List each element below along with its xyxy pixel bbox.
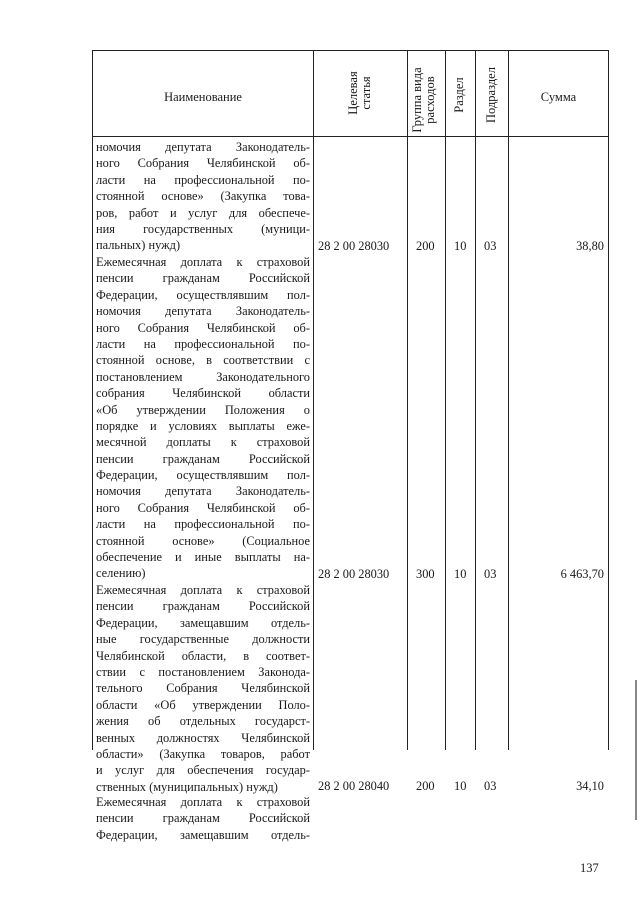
row-2-line: ного Собрания Челябинской об- bbox=[96, 500, 310, 515]
row-1-name bbox=[96, 139, 310, 254]
col-divider-name bbox=[313, 50, 314, 750]
row-2-line: ного Собрания Челябинской об- bbox=[96, 320, 310, 335]
table-header-bottom-border bbox=[92, 136, 609, 137]
row-2-line: «Об утверждении Положения о bbox=[96, 402, 310, 417]
header-sum: Сумма bbox=[540, 90, 577, 104]
row-3-line: ственных (муниципальных) нужд) bbox=[96, 779, 278, 794]
row-3-line: ные государственные должности bbox=[96, 632, 310, 647]
row-1-sum: 38,80 bbox=[576, 239, 604, 253]
row-1-line: пальных) нужд) bbox=[96, 238, 181, 253]
row-1-line: стоянной основе» (Закупка това- bbox=[96, 189, 310, 204]
header-subsection-text: Подраздел bbox=[484, 67, 498, 123]
row-1-line: ласти на профессиональной по- bbox=[96, 172, 310, 187]
row-2-target: 28 2 00 28030 bbox=[318, 567, 390, 581]
row-1-group: 200 bbox=[416, 239, 435, 253]
table-right-border bbox=[608, 50, 609, 750]
row-1-target: 28 2 00 28030 bbox=[318, 239, 390, 253]
row-3-line: тельного Собрания Челябинской bbox=[96, 681, 310, 696]
row-3-section: 10 bbox=[454, 779, 467, 793]
header-group bbox=[411, 58, 441, 142]
row-4-line: Ежемесячная доплата к страховой bbox=[96, 795, 310, 809]
col-divider-section bbox=[475, 50, 476, 750]
row-2-line: собрания Челябинской области bbox=[96, 386, 310, 401]
row-3-line: Федерации, замещавшим отдель- bbox=[96, 615, 310, 630]
row-2-line: месячной доплаты к страховой bbox=[96, 435, 310, 450]
row-3-target: 28 2 00 28040 bbox=[318, 779, 390, 793]
table-left-border bbox=[92, 50, 93, 750]
row-3-line: пенсии гражданам Российской bbox=[96, 599, 310, 614]
col-divider-target bbox=[407, 50, 408, 750]
row-1-subsection: 03 bbox=[484, 239, 497, 253]
row-3-sum: 34,10 bbox=[576, 779, 604, 793]
header-group-line1: Группа вида bbox=[410, 67, 424, 133]
row-2-line: обеспечение и иные выплаты на- bbox=[96, 550, 310, 565]
header-section-text: Раздел bbox=[452, 77, 466, 113]
row-2-name bbox=[96, 254, 310, 582]
row-3-line: ствии с постановлением Законода- bbox=[96, 664, 310, 679]
row-3-line: Челябинской области, в соответ- bbox=[96, 648, 310, 663]
row-1-line: ров, работ и услуг для обеспече- bbox=[96, 205, 310, 220]
page-number: 137 bbox=[580, 861, 599, 875]
scan-margin-mark bbox=[635, 680, 637, 820]
header-group-line2: расходов bbox=[423, 76, 437, 124]
row-3-line: области» (Закупка товаров, работ bbox=[96, 746, 310, 761]
header-name: Наименование bbox=[164, 90, 242, 104]
row-2-line: ласти на профессиональной по- bbox=[96, 517, 310, 532]
row-2-line: постановлением Законодательного bbox=[96, 369, 310, 384]
row-1-section: 10 bbox=[454, 239, 467, 253]
header-target-text: Целевая статья bbox=[346, 71, 373, 115]
row-2-line: Федерации, осуществлявшим пол- bbox=[96, 287, 310, 302]
row-3-line: и услуг для обеспечения государ- bbox=[96, 763, 310, 778]
row-2-line: селению) bbox=[96, 566, 146, 581]
row-2-sum: 6 463,70 bbox=[560, 567, 604, 581]
row-2-line: стоянной основе» (Социальное bbox=[96, 533, 310, 548]
row-3-subsection: 03 bbox=[484, 779, 497, 793]
row-4-name bbox=[96, 794, 310, 843]
row-2-line: номочия депутата Законодатель- bbox=[96, 304, 310, 319]
col-divider-group bbox=[445, 50, 446, 750]
table-top-border bbox=[92, 50, 609, 51]
row-2-subsection: 03 bbox=[484, 567, 497, 581]
row-2-group: 300 bbox=[416, 567, 435, 581]
row-2-line: Ежемесячная доплата к страховой bbox=[96, 255, 310, 269]
row-2-line: порядке и условиях выплаты еже- bbox=[96, 418, 310, 433]
row-3-group: 200 bbox=[416, 779, 435, 793]
row-4-line: пенсии гражданам Российской bbox=[96, 811, 310, 826]
header-subsection bbox=[485, 55, 499, 135]
row-2-line: Федерации, осуществлявшим пол- bbox=[96, 468, 310, 483]
row-2-line: пенсии гражданам Российской bbox=[96, 451, 310, 466]
row-3-name bbox=[96, 582, 310, 795]
row-3-line: жения об отдельных государст- bbox=[96, 714, 310, 729]
row-2-line: ласти на профессиональной по- bbox=[96, 336, 310, 351]
row-1-line: ного Собрания Челябинской об- bbox=[96, 156, 310, 171]
row-2-line: номочия депутата Законодатель- bbox=[96, 484, 310, 499]
row-2-line: пенсии гражданам Российской bbox=[96, 271, 310, 286]
row-2-section: 10 bbox=[454, 567, 467, 581]
col-divider-subsection bbox=[508, 50, 509, 750]
header-target bbox=[347, 53, 373, 133]
row-3-line: области «Об утверждении Поло- bbox=[96, 697, 310, 712]
row-2-line: стоянной основе, в соответствии с bbox=[96, 353, 310, 368]
row-3-line: венных должностях Челябинской bbox=[96, 730, 310, 745]
row-4-line: Федерации, замещавшим отдель- bbox=[96, 827, 310, 842]
row-1-line: номочия депутата Законодатель- bbox=[96, 140, 310, 154]
header-section bbox=[453, 65, 467, 125]
row-3-line: Ежемесячная доплата к страховой bbox=[96, 583, 310, 597]
row-1-line: ния государственных (муници- bbox=[96, 221, 310, 236]
